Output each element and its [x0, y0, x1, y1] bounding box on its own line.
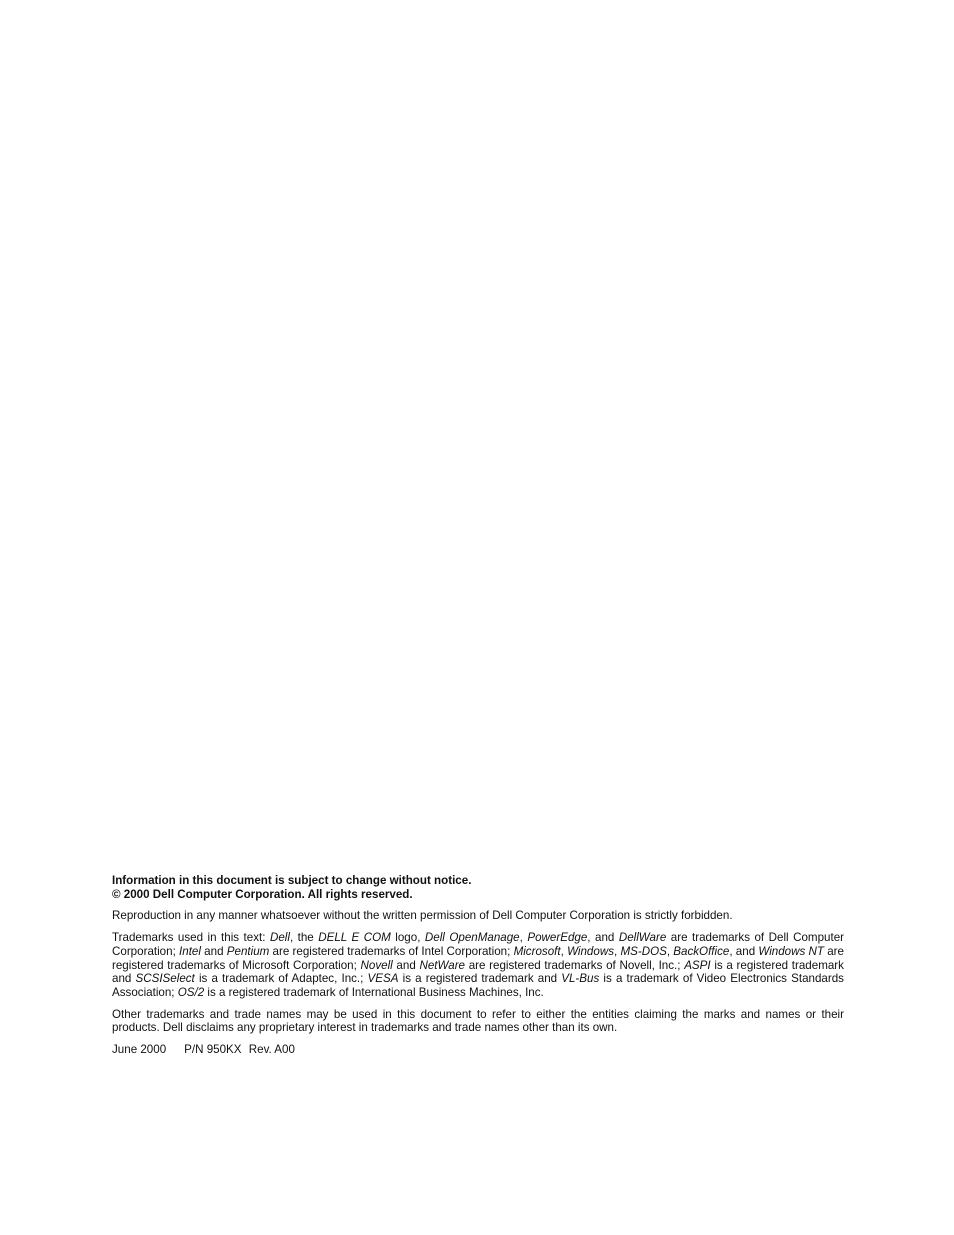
trademark-name: PowerEdge [527, 931, 588, 945]
trademark-text: , the [289, 931, 319, 945]
publication-date: June 2000 [112, 1043, 167, 1057]
trademark-name: DELL E COM [318, 931, 391, 945]
trademark-name: Dell OpenManage [424, 931, 520, 945]
trademark-name: BackOffice [673, 944, 730, 958]
reproduction-paragraph: Reproduction in any manner whatsoever without the written permission of Dell Computer Corporation is strictly forbidden. [112, 909, 733, 923]
trademark-text: , and [729, 944, 759, 958]
trademark-name: VL-Bus [561, 972, 600, 986]
trademark-text: is a registered trademark and [112, 958, 844, 986]
revision: Rev. A00 [248, 1043, 295, 1057]
trademark-name: MS-DOS [620, 944, 667, 958]
trademark-text: are registered trademarks of Novell, Inc.; [465, 958, 685, 972]
trademark-name: SCSISelect [135, 972, 195, 986]
trademark-text: are registered trademarks of Intel Corporation; [269, 944, 514, 958]
notice-line-1: Information in this document is subject to change without notice. [112, 874, 472, 887]
legal-notice-block [112, 874, 844, 1057]
trademark-name: Dell [269, 931, 290, 945]
trademark-text: , [666, 944, 674, 958]
trademark-name: Microsoft [513, 944, 561, 958]
trademark-name: OS/2 [177, 985, 205, 999]
trademark-text: , [614, 944, 621, 958]
trademarks-paragraph [112, 931, 844, 1000]
trademark-text: , and [587, 931, 619, 945]
trademark-name: Windows [567, 944, 614, 958]
trademark-name: DellWare [618, 931, 667, 945]
trademark-text: and [200, 944, 227, 958]
change-notice [112, 874, 844, 901]
trademark-name: Pentium [226, 944, 270, 958]
trademark-name: NetWare [419, 958, 466, 972]
other-trademarks-paragraph: Other trademarks and trade names may be used in this document to refer to either the entities claiming the marks and names or their products. Dell disclaims any proprietary interest in trademarks and trade names other than its own. [112, 1007, 844, 1035]
copyright-line: © 2000 Dell Computer Corporation. All rights reserved. [112, 887, 413, 901]
trademark-text: are registered trademarks of Microsoft Corporation; [112, 944, 844, 972]
trademark-text: , [519, 931, 528, 945]
trademark-text: , [560, 944, 568, 958]
trademark-text: is a trademark of Adaptec, Inc.; [194, 972, 368, 986]
trademark-name: VESA [367, 972, 399, 986]
trademark-text: Trademarks used in this text: [112, 931, 270, 945]
publication-footer [112, 1043, 844, 1057]
trademark-name: Windows NT [758, 944, 824, 958]
trademark-name: Intel [179, 944, 201, 958]
trademark-text: and [392, 958, 420, 972]
trademark-text: is a registered trademark of International Business Machines, Inc. [204, 985, 544, 999]
trademark-text: logo, [390, 931, 425, 945]
trademark-text: is a registered trademark and [398, 972, 562, 986]
trademark-text: is a trademark of Video Electronics Standards Association; [112, 972, 844, 999]
part-number: P/N 950KX [184, 1043, 242, 1057]
trademark-name: Novell [360, 958, 393, 972]
trademark-name: ASPI [684, 958, 711, 972]
trademark-text: are trademarks of Dell Computer Corporation; [112, 931, 844, 958]
